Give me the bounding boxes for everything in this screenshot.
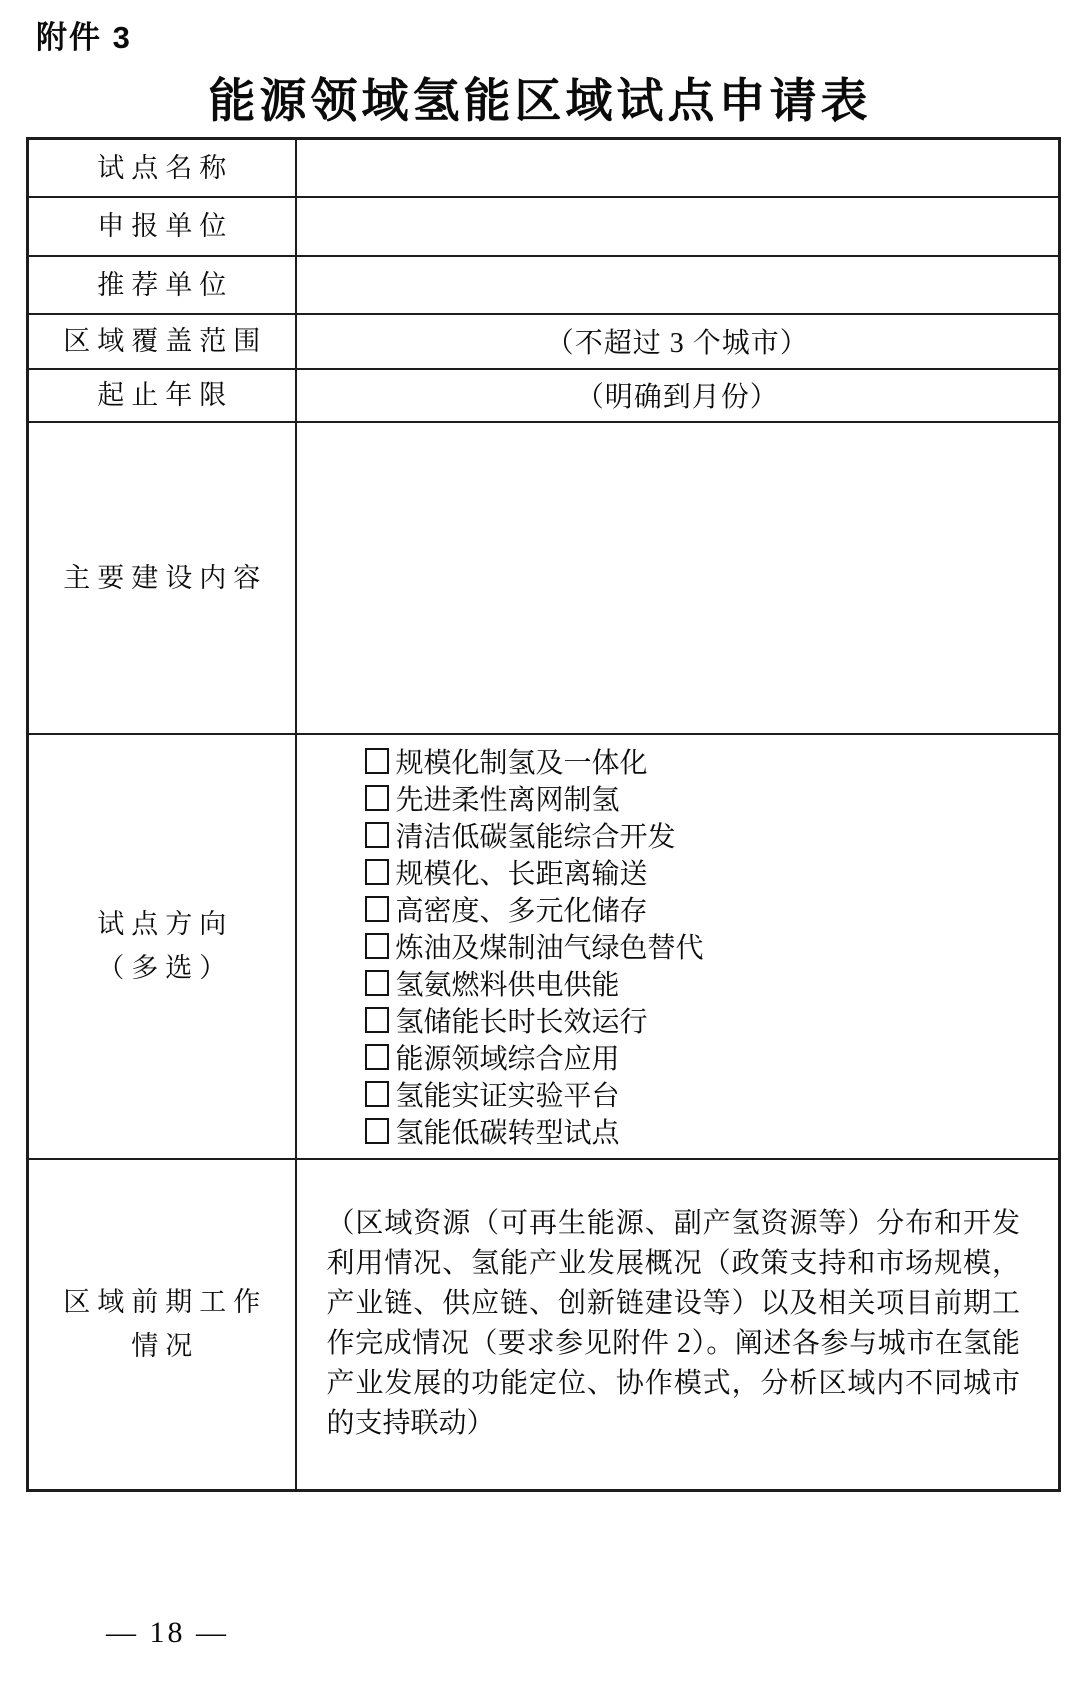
checkbox-option-label: 氢氨燃料供电供能 (395, 970, 620, 1001)
row-label-main-construction: 主要建设内容 (28, 422, 296, 734)
pilot-direction-options (296, 734, 1060, 1159)
attachment-label: 附件 3 (36, 20, 132, 55)
table-row-pilot-name (28, 139, 1060, 197)
pilot-direction-label-line2: （多选） (97, 953, 234, 983)
page-title: 能源领域氢能区域试点申请表 (208, 76, 872, 128)
checkbox-option[interactable] (365, 1076, 1049, 1113)
checkbox-icon[interactable] (365, 1081, 389, 1107)
preliminary-work-description: （区域资源（可再生能源、副产氢资源等）分布和开发利用情况、氢能产业发展概况（政策支持和市场规模，产业链、供应链、创新链建设等）以及相关项目前期工作完成情况（要求参见附件 2）。阐述各参与城市在氢能产业发展的功能定位、协作模式，分析区域内不同城市的支持联动） (296, 1159, 1060, 1491)
checkbox-icon[interactable] (365, 1118, 389, 1144)
row-label-pilot-direction (28, 734, 296, 1159)
checkbox-option[interactable] (365, 891, 1049, 928)
main-construction-field[interactable] (296, 422, 1060, 734)
checkbox-option-label: 能源领域综合应用 (395, 1044, 620, 1075)
checkbox-icon[interactable] (365, 970, 389, 996)
row-label-recommending-unit: 推荐单位 (28, 256, 296, 314)
checkbox-option[interactable] (365, 780, 1049, 817)
checkbox-option-label: 氢储能长时长效运行 (395, 1007, 648, 1038)
checkbox-option[interactable] (365, 965, 1049, 1002)
preliminary-work-label-line2: 情况 (131, 1331, 200, 1362)
row-label-time-span: 起止年限 (28, 369, 296, 422)
checkbox-option-label: 氢能实证实验平台 (395, 1081, 620, 1112)
checkbox-icon[interactable] (365, 1044, 389, 1070)
row-label-preliminary-work (28, 1159, 296, 1491)
pilot-name-field[interactable] (296, 139, 1060, 197)
table-row-main-construction (28, 422, 1060, 734)
checkbox-option[interactable] (365, 1002, 1049, 1039)
checkbox-option-label: 炼油及煤制油气绿色替代 (395, 933, 704, 964)
checkbox-option[interactable] (365, 928, 1049, 965)
checkbox-option-label: 高密度、多元化储存 (395, 896, 648, 927)
checkbox-icon[interactable] (365, 748, 389, 774)
checkbox-option-label: 氢能低碳转型试点 (395, 1118, 620, 1149)
table-row-time-span (28, 369, 1060, 422)
checkbox-icon[interactable] (365, 822, 389, 848)
table-row-preliminary-work (28, 1159, 1060, 1491)
table-row-recommending-unit (28, 256, 1060, 314)
checkbox-option-label: 清洁低碳氢能综合开发 (395, 822, 676, 853)
row-label-pilot-name: 试点名称 (28, 139, 296, 197)
checkbox-icon[interactable] (365, 785, 389, 811)
checkbox-option[interactable] (365, 817, 1049, 854)
pilot-direction-label-line1: 试点方向 (97, 909, 234, 939)
applicant-unit-field[interactable] (296, 197, 1060, 256)
checkbox-icon[interactable] (365, 859, 389, 885)
checkbox-option[interactable] (365, 1113, 1049, 1150)
coverage-area-field[interactable]: （不超过 3 个城市） (296, 314, 1060, 369)
checkbox-icon[interactable] (365, 933, 389, 959)
table-row-pilot-direction (28, 734, 1060, 1159)
time-span-field[interactable]: （明确到月份） (296, 369, 1060, 422)
checkbox-icon[interactable] (365, 896, 389, 922)
application-form-table (26, 137, 1061, 1492)
table-row-coverage-area (28, 314, 1060, 369)
checkbox-option-label: 规模化制氢及一体化 (395, 748, 648, 779)
recommending-unit-field[interactable] (296, 256, 1060, 314)
checkbox-option[interactable] (365, 854, 1049, 891)
checkbox-option-label: 规模化、长距离输送 (395, 859, 648, 890)
checkbox-icon[interactable] (365, 1007, 389, 1033)
page-number: — 18 — (106, 1616, 229, 1649)
checkbox-option[interactable] (365, 743, 1049, 780)
row-label-applicant-unit: 申报单位 (28, 197, 296, 256)
row-label-coverage-area: 区域覆盖范围 (28, 314, 296, 369)
checkbox-option[interactable] (365, 1039, 1049, 1076)
table-row-applicant-unit (28, 197, 1060, 256)
preliminary-work-label-line1: 区域前期工作 (63, 1287, 268, 1318)
checkbox-option-label: 先进柔性离网制氢 (395, 785, 620, 816)
